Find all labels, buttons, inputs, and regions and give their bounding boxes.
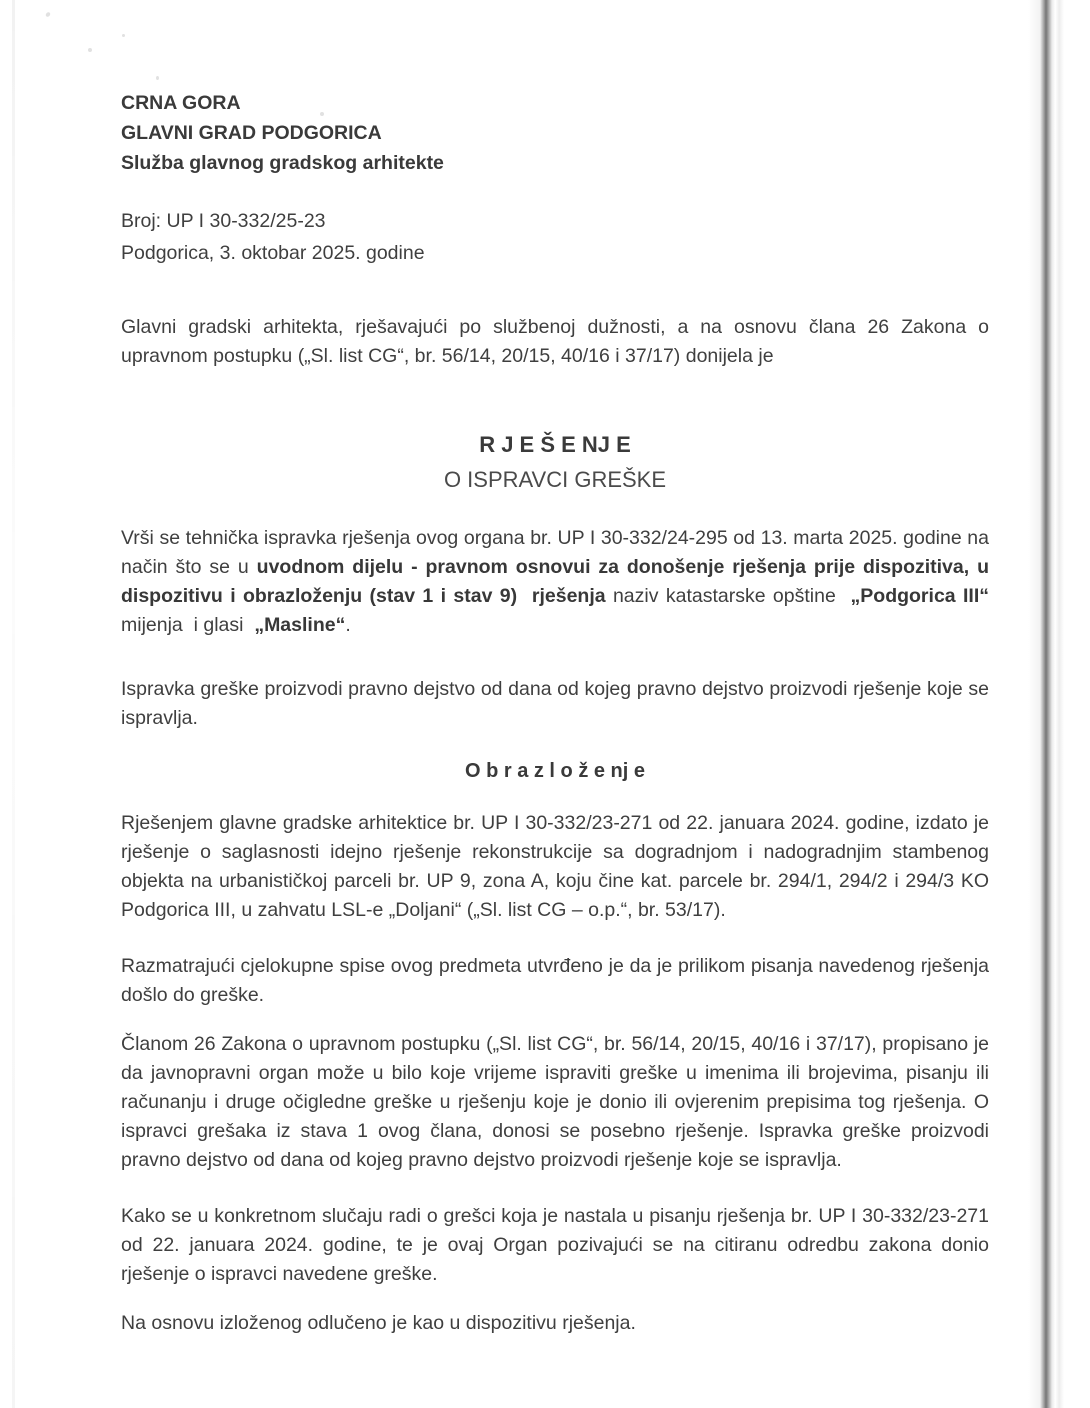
scan-speck [88, 48, 92, 52]
scan-speck [122, 34, 125, 37]
issuer-block [121, 88, 989, 178]
issuer-country: CRNA GORA [121, 92, 241, 114]
issuer-office: Služba glavnog gradskog arhitekte [121, 152, 444, 174]
correction-paragraph: Vrši se tehnička ispravka rješenja ovog organa br. UP I 30-332/24-295 od 13. marta 2025. godine na način što se u uvodnom dijelu - pravnom osnovui za donošenje rješenja prije dispozitiva, u dispozitivu i obrazloženju (stav 1 i stav 9) rješenja naziv katastarske opštine „Podgorica III“ mijenja i glasi „Masline“. [121, 527, 989, 636]
reasoning-paragraph-2: Razmatrajući cjelokupne spise ovog predmeta utvrđeno je da je prilikom pisanja navedenog rješenja došlo do greške. [121, 955, 989, 1006]
reasoning-paragraph-4: Kako se u konkretnom slučaju radi o grešci koja je nastala u pisanju rješenja br. UP I 30-332/23-271 od 22. januara 2024. godine, te je ovaj Organ pozivajući se na citiranu odredbu zakona donio rješenje o ispravci navedene greške. [121, 1205, 989, 1285]
case-meta-block [121, 205, 989, 269]
reasoning-paragraph-1: Rješenjem glavne gradske arhitektice br. UP I 30-332/23-271 od 22. januara 2024. godine, izdato je rješenje o saglasnosti idejno rješenje rekonstrukcije sa dogradnjom i nadogradnjim stambenog objekta na urbanističkoj parceli br. UP 9, zona A, koju čine kat. parcele br. 294/1, 294/2 i 294/3 KO Podgorica III, u zahvatu LSL-e „Doljani“ („Sl. list CG – o.p.“, br. 53/17). [121, 812, 989, 921]
scan-speck [45, 11, 51, 17]
case-number: Broj: UP I 30-332/25-23 [121, 210, 326, 232]
scan-edge-artifact-left [12, 0, 15, 1408]
decision-subtitle: O ISPRAVCI GREŠKE [443, 467, 667, 492]
scan-edge-artifact-right [1028, 0, 1068, 1408]
decision-title: R J E Š E NJ E [479, 432, 631, 457]
reasoning-paragraph-5: Na osnovu izloženog odlučeno je kao u dispozitivu rješenja. [121, 1311, 636, 1334]
reasoning-heading: O b r a z l o ž e nj e [464, 760, 646, 782]
reasoning-paragraph-3: Članom 26 Zakona o upravnom postupku („Sl. list CG“, br. 56/14, 20/15, 40/16 i 37/17), propisano je da javnopravni organ može u bilo koje vrijeme ispraviti greške u imenima ili brojevima, pisanju ili računanju i druge očigledne greške u rješenju koje je donio ili ovjerenim prepisima tog rješenja. O ispravci grešaka iz stava 1 ovog člana, donosi se posebno rješenje. Ispravka greške proizvodi pravno dejstvo od dana od kojeg pravno dejstvo proizvodi rješenje koje se ispravlja. [121, 1033, 989, 1171]
document-content [121, 88, 989, 1357]
intro-paragraph: Glavni gradski arhitekta, rješavajući po službenoj dužnosti, a na osnovu člana 26 Zakona o upravnom postupku („Sl. list CG“, br. 56/14, 20/15, 40/16 i 37/17) donijela je [121, 316, 989, 367]
effect-paragraph: Ispravka greške proizvodi pravno dejstvo od dana od kojeg pravno dejstvo proizvodi rješenje koje se ispravlja. [121, 678, 989, 729]
issuer-city: GLAVNI GRAD PODGORICA [121, 122, 382, 144]
place-and-date: Podgorica, 3. oktobar 2025. godine [121, 242, 425, 264]
scan-speck [156, 76, 159, 80]
